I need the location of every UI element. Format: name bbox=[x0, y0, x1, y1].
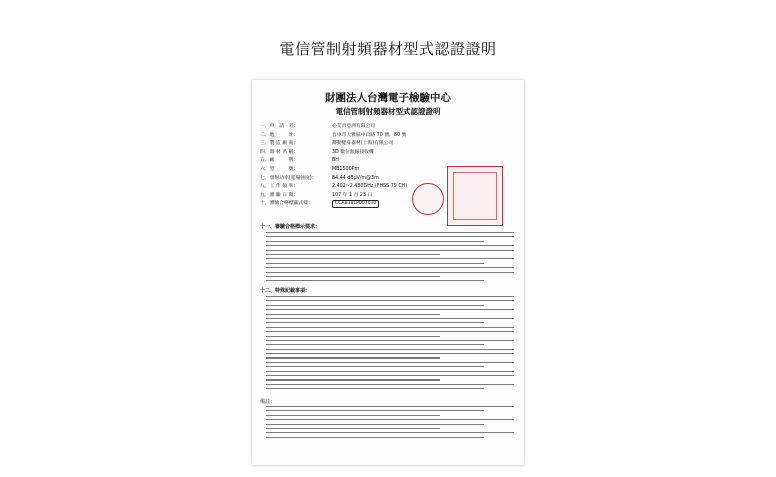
field-model bbox=[260, 166, 470, 175]
field-label: 二、地 址： bbox=[260, 132, 299, 138]
field-value: 107 年 1 月 23 日 bbox=[332, 192, 373, 198]
remarks-label: 備註： bbox=[260, 399, 276, 405]
special-notes-text-block bbox=[266, 296, 514, 393]
field-label: 三、製 造 廠 商： bbox=[260, 141, 299, 147]
section-label-requirements: 十一、審驗合格標示要求： bbox=[260, 224, 321, 230]
field-manufacturer bbox=[260, 140, 470, 149]
section-label-special-notes: 十二、特殊記載事項： bbox=[260, 288, 311, 294]
field-label: 一、申 請 者： bbox=[260, 124, 299, 129]
certificate-subtitle: 電信管制射頻器材型式認證證明 bbox=[335, 107, 441, 116]
field-label: 九、審 驗 日 期： bbox=[260, 192, 299, 198]
field-label: 十、審驗合格標籤式樣： bbox=[260, 201, 313, 207]
field-address bbox=[260, 132, 470, 141]
round-seal-icon bbox=[412, 183, 444, 215]
field-label: 五、廠 牌： bbox=[260, 158, 299, 164]
field-value: BH bbox=[332, 158, 339, 164]
field-label: 六、型 號： bbox=[260, 166, 299, 172]
field-value: MB1500Pm bbox=[332, 166, 360, 172]
field-label: 七、發射功率(電場強度)： bbox=[260, 175, 317, 181]
official-stamp-icon bbox=[447, 166, 503, 226]
field-label: 四、器 材 名 稱： bbox=[260, 149, 299, 155]
field-value: 鄰動健身器材(上海)有限公司 bbox=[332, 141, 394, 147]
field-value: 84.44 dBμV/m@3m bbox=[332, 175, 379, 181]
field-applicant bbox=[260, 123, 470, 132]
field-value: 2.402~2.480GHz (FHSS 79 CH) bbox=[332, 184, 408, 190]
field-brand bbox=[260, 157, 470, 166]
field-value: 台中市大雅區中山路 70 號．80 號 bbox=[332, 132, 407, 138]
page-heading: 電信管制射頻器材型式認證證明 bbox=[279, 40, 497, 58]
certification-id-badge: CCAB18LP0070T0 bbox=[332, 200, 379, 208]
field-label: 八、工 作 頻 率： bbox=[260, 184, 299, 190]
field-value: 必艾奇亞洲有限公司 bbox=[332, 124, 376, 129]
requirements-text-block bbox=[266, 232, 514, 285]
field-value: 3D 數位無線接收機 bbox=[332, 149, 374, 155]
remarks-text-block bbox=[266, 406, 514, 441]
certificate-title: 財團法人台灣電子檢驗中心 bbox=[325, 92, 451, 104]
field-transmit-power bbox=[260, 175, 470, 184]
field-equipment-name bbox=[260, 149, 470, 158]
certificate-document bbox=[252, 80, 524, 465]
